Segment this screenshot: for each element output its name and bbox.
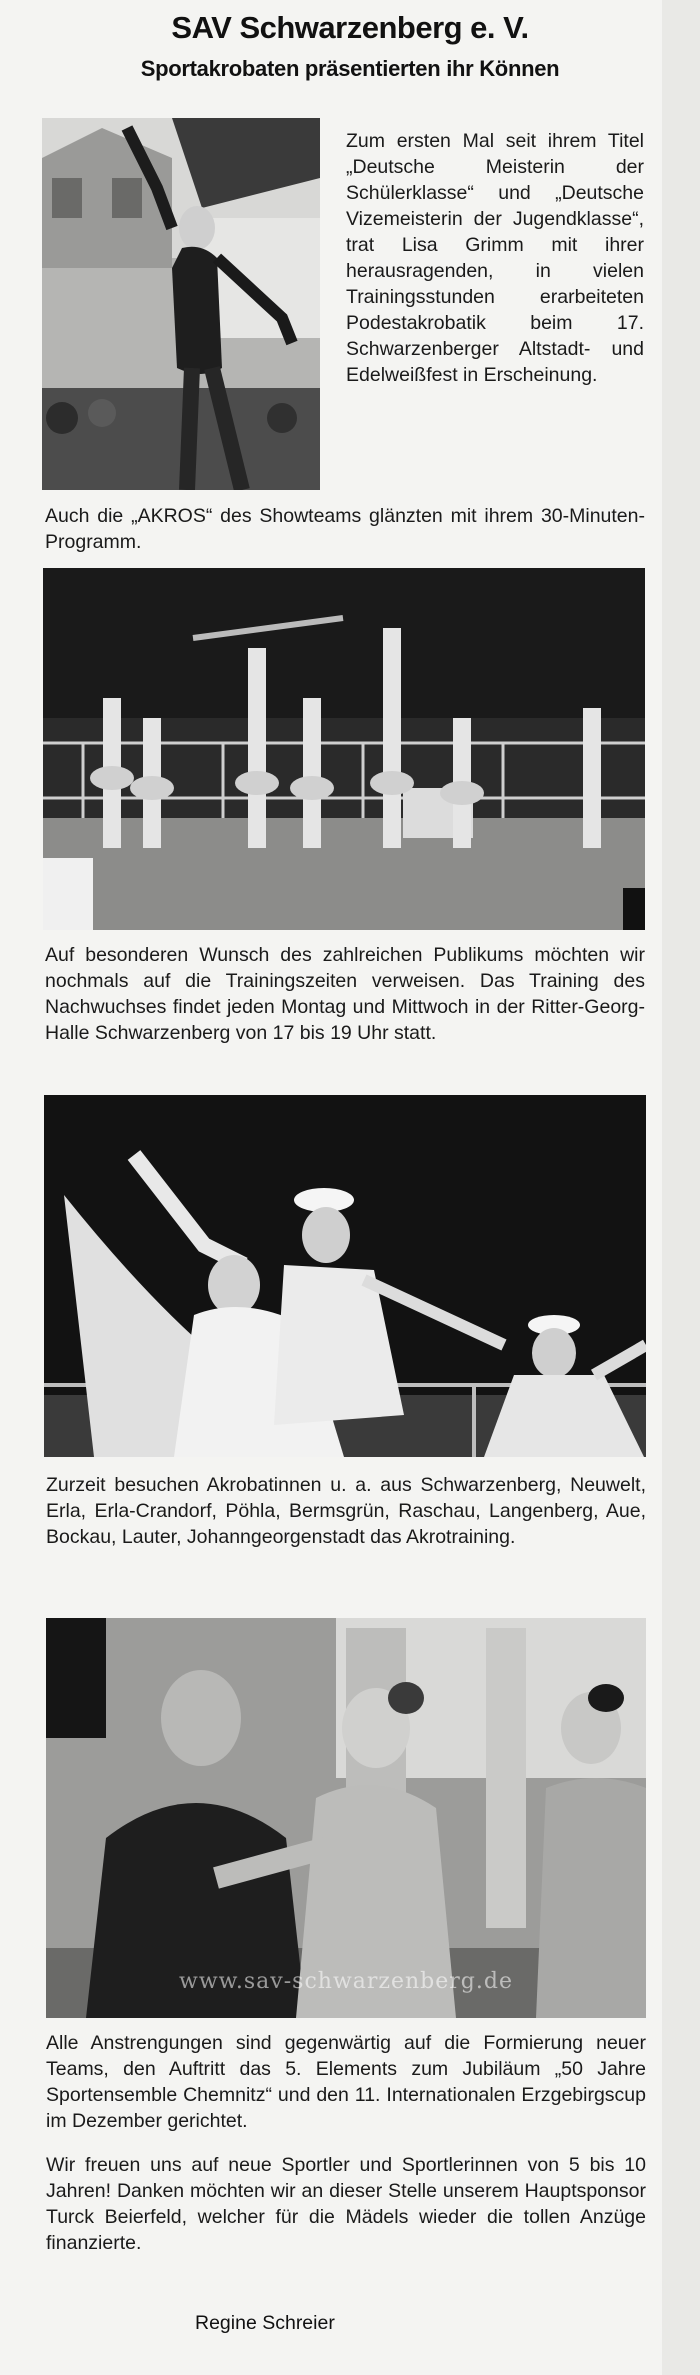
photo-watermark: www.sav-schwarzenberg.de bbox=[179, 1969, 513, 1994]
paragraph-training-times: Auf besonderen Wunsch des zahlreichen Publikums möchten wir nochmals auf die Trainingszeiten verweisen. Das Training des Nachwuchses findet jeden Montag und Mittwoch in der Ritter-Georg-Halle Schwarzenberg von 17 bis 19 Uhr statt. bbox=[45, 944, 645, 1044]
photo-akros-showteam bbox=[43, 568, 645, 930]
article-subtitle: Sportakrobaten präsentierten ihr Können bbox=[140, 56, 560, 81]
author-name: Regine Schreier bbox=[195, 2312, 335, 2334]
paragraph-thanks: Wir freuen uns auf neue Sportler und Sportlerinnen von 5 bis 10 Jahren! Danken möchten wir an dieser Stelle unserem Hauptsponsor Turck Beierfeld, welcher für die Mädels wieder die tollen Anzüge finanzierte. bbox=[46, 2154, 646, 2254]
photo-solo-acrobat bbox=[42, 118, 320, 490]
paragraph-locations: Zurzeit besuchen Akrobatinnen u. a. aus Schwarzenberg, Neuwelt, Erla, Erla-Crandorf, Pöhla, Bermsgrün, Raschau, Langenberg, Aue, Bockau, Lauter, Johanngeorgenstadt das Akrotraining. bbox=[46, 1474, 646, 1548]
paragraph-akros: Auch die „AKROS“ des Showteams glänzten mit ihrem 30-Minuten-Programm. bbox=[45, 505, 645, 553]
paragraph-intro: Zum ersten Mal seit ihrem Titel „Deutsche Meisterin der Schülerklasse“ und „Deutsche Vizemeisterin der Jugendklasse“, trat Lisa Grimm mit ihrer herausragenden, in vielen Trainingsstunden erarbeiteten Podestakrobatik beim 17. Schwarzenberger Altstadt- und Edelweißfest in Erscheinung. bbox=[346, 130, 644, 386]
photo-coach-and-acrobats bbox=[46, 1618, 646, 2018]
photo-young-acrobats bbox=[44, 1095, 646, 1457]
article-title: SAV Schwarzenberg e. V. bbox=[171, 10, 529, 45]
page-margin bbox=[662, 0, 700, 2375]
paragraph-plans: Alle Anstrengungen sind gegenwärtig auf die Formierung neuer Teams, den Auftritt das 5. Elements zum Jubiläum „50 Jahre Sportensemble Chemnitz“ und den 11. Internationalen Erzgebirgscup im Dezember gerichtet. bbox=[46, 2032, 646, 2132]
